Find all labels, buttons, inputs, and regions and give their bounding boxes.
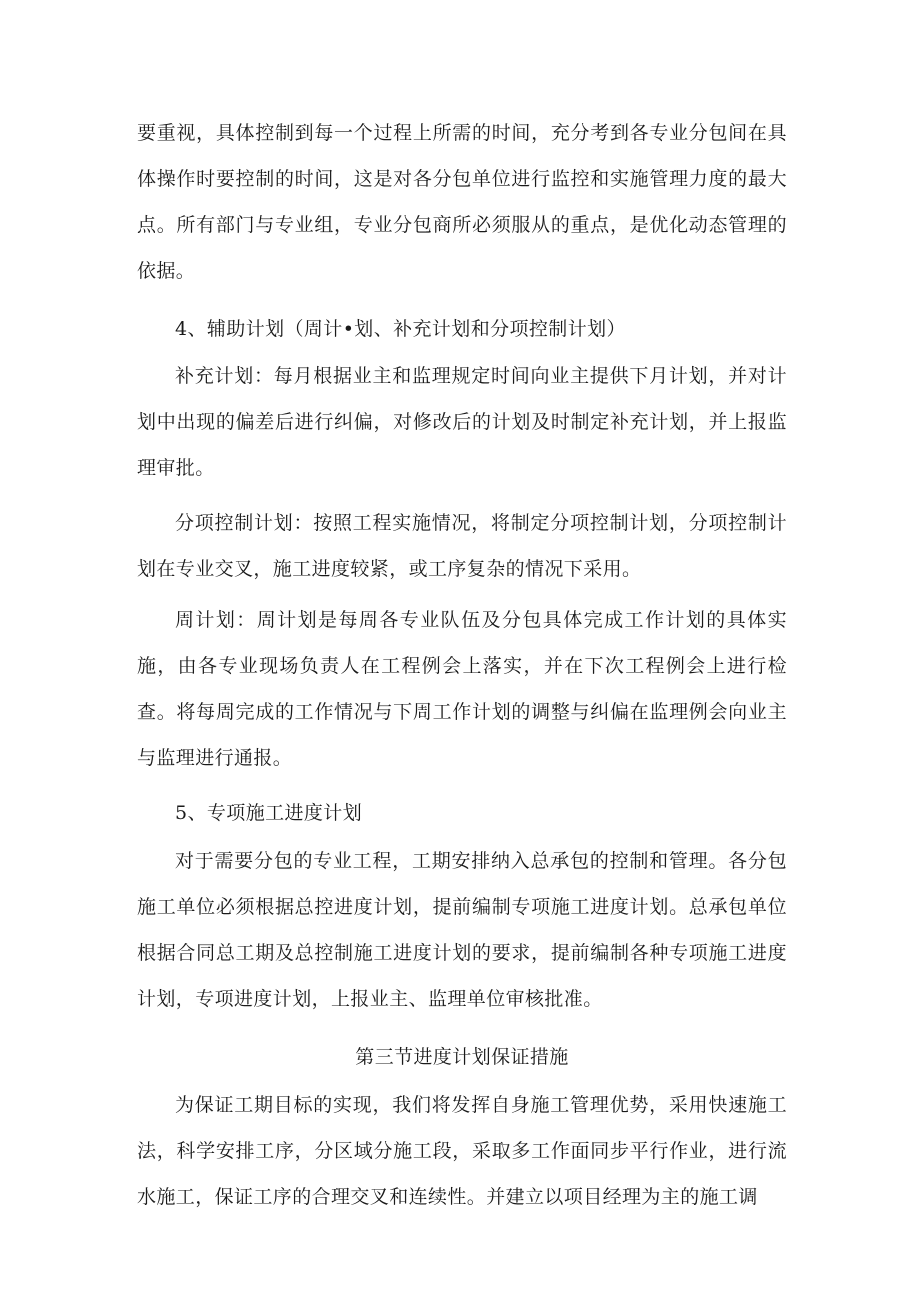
paragraph-weekly-plan: 周计划：周计划是每周各专业队伍及分包具体完成工作计划的具体实施，由各专业现场负责人在工程例会上落实，并在下次工程例会上进行检查。将每周完成的工作情况与下周工作计划的调整与纠偏在监理例会向业主与监理进行通报。 — [137, 609, 787, 769]
paragraph-continued-control: 要重视，具体控制到每一个过程上所需的时间，充分考到各专业分包间在具体操作时要控制的时间，这是对各分包单位进行监控和实施管理力度的最大点。所有部门与专业组，专业分包商所必须服从的重点，是优化动态管理的依据。 — [137, 122, 787, 282]
heading-special-construction-schedule: 5、专项施工进度计划 — [175, 802, 363, 824]
paragraph-special-schedule: 对于需要分包的专业工程，工期安排纳入总承包的控制和管理。各分包施工单位必须根据总控进度计划，提前编制专项施工进度计划。总承包单位根据合同总工期及总控制施工进度计划的要求，提前编制各种专项施工进度计划，专项进度计划，上报业主、监理单位审核批准。 — [137, 850, 787, 1010]
heading-auxiliary-plan: 4、辅助计划（周计•划、补充计划和分项控制计划） — [175, 318, 626, 340]
paragraph-sub-item-control-plan: 分项控制计划：按照工程实施情况，将制定分项控制计划，分项控制计划在专业交叉，施工进度较紧，或工序复杂的情况下采用。 — [137, 512, 787, 580]
paragraph-schedule-guarantee: 为保证工期目标的实现，我们将发挥自身施工管理优势，采用快速施工法，科学安排工序，分区域分施工段，采取多工作面同步平行作业，进行流水施工，保证工序的合理交叉和连续性。并建立以项目经理为主的施工调 — [137, 1094, 787, 1208]
paragraph-supplementary-plan: 补充计划：每月根据业主和监理规定时间向业主提供下月计划，并对计划中出现的偏差后进行纠偏，对修改后的计划及时制定补充计划，并上报监理审批。 — [137, 365, 787, 479]
section-title: 第三节进度计划保证措施 — [355, 1046, 569, 1068]
